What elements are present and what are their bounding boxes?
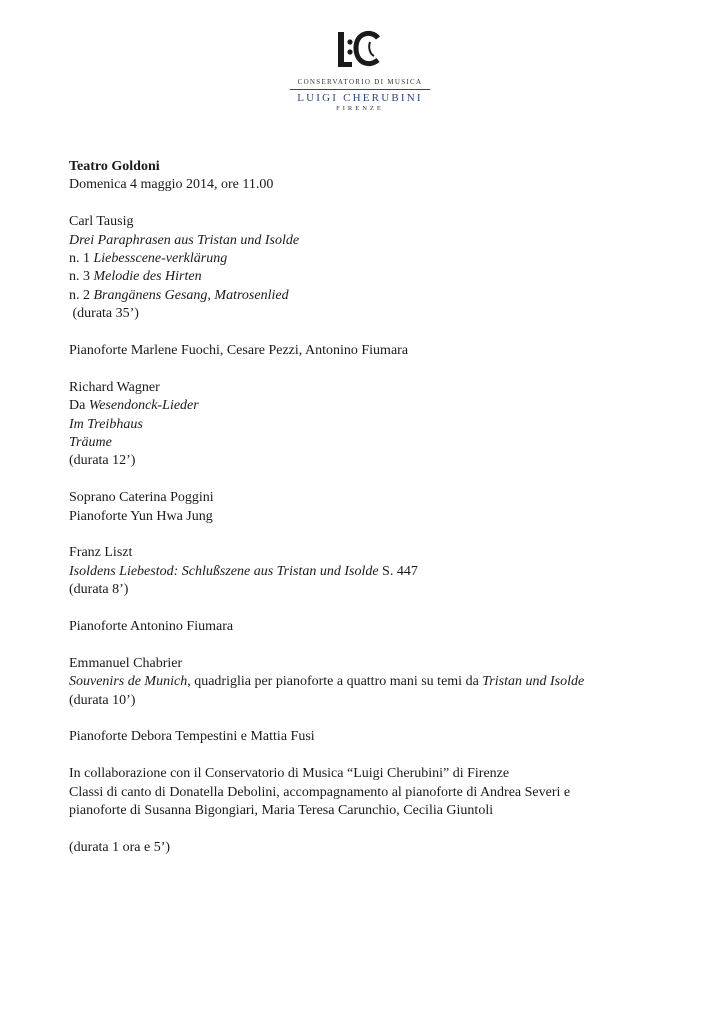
logo-line-conservatorio: CONSERVATORIO DI MUSICA <box>297 78 423 86</box>
logo-line-cherubini: LUIGI CHERUBINI <box>297 92 423 104</box>
performer: Soprano Caterina Poggini <box>69 490 214 506</box>
clef-logo-icon <box>332 28 388 74</box>
work-title: Da Wesendonck-Lieder <box>69 398 199 414</box>
work-title: Drei Paraphrasen aus Tristan und Isolde <box>69 232 300 248</box>
total-duration: (durata 1 ora e 5’) <box>69 839 171 855</box>
concert-program <box>69 158 669 857</box>
piece-item: n. 1 Liebesscene-verklärung <box>69 251 228 267</box>
credits-line: In collaborazione con il Conservatorio di Musica “Luigi Cherubini” di Firenze <box>69 766 510 782</box>
piece-item: n. 2 Brangänens Gesang, Matrosenlied <box>69 287 289 303</box>
composer-liszt: Franz Liszt <box>69 545 133 561</box>
credits-line: Classi di canto di Donatella Debolini, accompagnamento al pianoforte di Andrea Severi e <box>69 784 571 800</box>
work-title: Isoldens Liebestod: Schlußszene aus Tristan und Isolde S. 447 <box>69 563 418 579</box>
performers: Pianoforte Antonino Fiumara <box>69 619 234 635</box>
piece-item: Träume <box>69 435 112 451</box>
duration: (durata 8’) <box>69 582 129 598</box>
logo-divider <box>290 89 430 90</box>
credits-line: pianoforte di Susanna Bigongiari, Maria Teresa Carunchio, Cecilia Giuntoli <box>69 803 494 819</box>
piece-item: n. 3 Melodie des Hirten <box>69 269 202 285</box>
duration: (durata 12’) <box>69 453 136 469</box>
event-date: Domenica 4 maggio 2014, ore 11.00 <box>69 177 274 193</box>
composer-chabrier: Emmanuel Chabrier <box>69 655 183 671</box>
piece-item: Im Treibhaus <box>69 416 143 432</box>
performers: Pianoforte Debora Tempestini e Mattia Fusi <box>69 729 315 745</box>
duration: (durata 35’) <box>69 306 139 322</box>
performer: Pianoforte Yun Hwa Jung <box>69 508 213 524</box>
composer-tausig: Carl Tausig <box>69 214 134 230</box>
venue: Teatro Goldoni <box>69 159 160 174</box>
composer-wagner: Richard Wagner <box>69 379 160 395</box>
work-title: Souvenirs de Munich, quadriglia per pianoforte a quattro mani su temi da Tristan und Isolde <box>69 674 585 690</box>
conservatory-logo <box>290 28 430 112</box>
logo-line-firenze: FIRENZE <box>336 105 384 112</box>
performers: Pianoforte Marlene Fuochi, Cesare Pezzi, Antonino Fiumara <box>69 343 409 359</box>
duration: (durata 10’) <box>69 692 136 708</box>
